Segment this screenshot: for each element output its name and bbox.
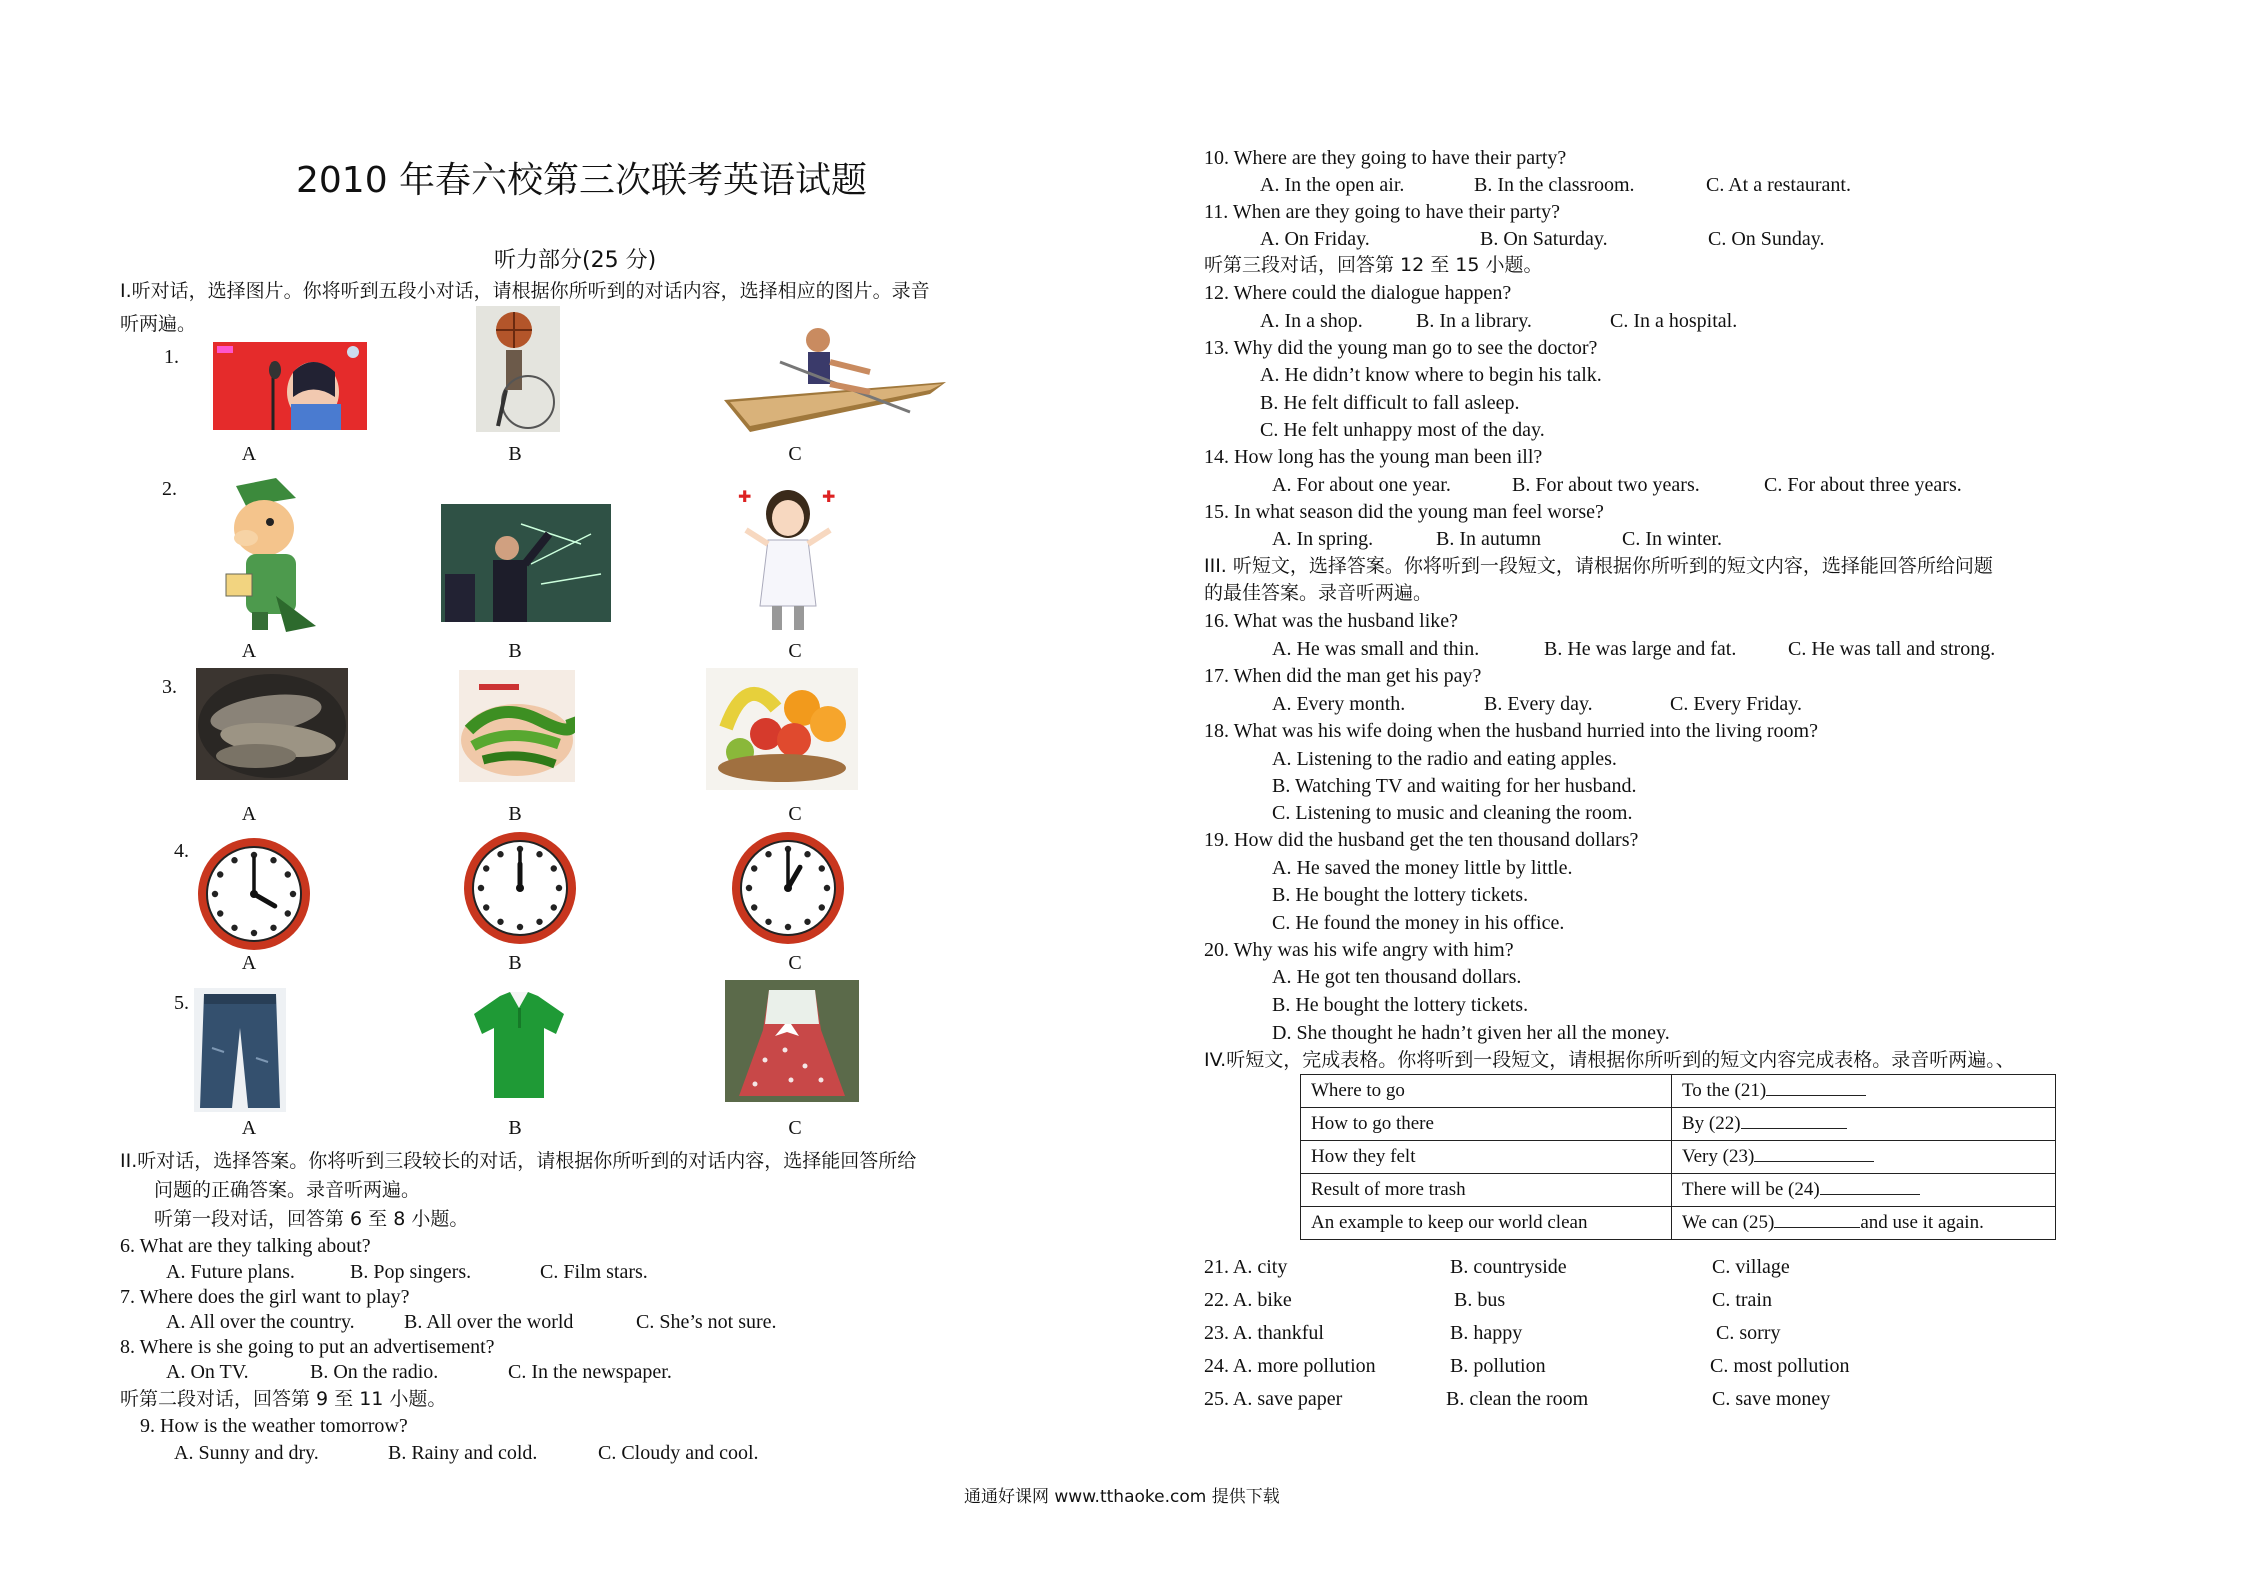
question-13-option-c: C. He felt unhappy most of the day. (1260, 419, 1545, 441)
clock-tick (746, 885, 752, 891)
question-25-option-a: 25. A. save paper (1204, 1388, 1343, 1410)
svg-text:✚: ✚ (738, 489, 752, 506)
option-label: B (508, 640, 522, 662)
question-24-option-b: B. pollution (1450, 1355, 1546, 1377)
footer-text: 通通好课网 www.tthaoke.com 提供下载 (964, 1487, 1280, 1507)
clock-four-oclock (194, 834, 314, 954)
clock-tick (819, 865, 825, 871)
option-label: A (241, 952, 257, 974)
question-16-option-a: A. He was small and thin. (1272, 638, 1480, 660)
option-label: C (788, 1117, 802, 1139)
section-3-instruction: III. 听短文，选择答案。你将听到一段短文，请根据你所听到的短文内容，选择能回答所给问题 (1204, 555, 1993, 577)
question-18-option-b: B. Watching TV and waiting for her husband. (1272, 775, 1637, 797)
clock-tick (285, 871, 291, 877)
dialogue-2-heading: 听第二段对话，回答第 9 至 11 小题。 (120, 1388, 447, 1410)
question-21-option-b: B. countryside (1450, 1256, 1567, 1278)
option-label: A (241, 443, 257, 465)
question-23-option-a: 23. A. thankful (1204, 1322, 1324, 1344)
clock-tick (536, 919, 542, 925)
basketball-picture (476, 306, 560, 432)
question-15-option-c: C. In winter. (1622, 528, 1722, 550)
postman-picture (206, 476, 326, 634)
question-6-option-a: A. Future plans. (166, 1261, 295, 1283)
question-14-option-b: B. For about two years. (1512, 474, 1700, 496)
table-cell: How to go there (1301, 1108, 1672, 1141)
clock-tick (217, 910, 223, 916)
question-11-option-c: C. On Sunday. (1708, 228, 1825, 250)
question-17-option-a: A. Every month. (1272, 693, 1406, 715)
listening-heading: 听力部分(25 分) (494, 248, 657, 273)
clock-tick (251, 930, 257, 936)
question-25-option-c: C. save money (1712, 1388, 1831, 1410)
question-12-option-b: B. In a library. (1416, 310, 1532, 332)
question-16: 16. What was the husband like? (1204, 610, 1459, 632)
question-22-option-a: 22. A. bike (1204, 1289, 1292, 1311)
rowing-picture (720, 322, 950, 442)
question-23-option-c: C. sorry (1716, 1322, 1781, 1344)
question-17-option-c: C. Every Friday. (1670, 693, 1803, 715)
question-13-option-b: B. He felt difficult to fall asleep. (1260, 392, 1520, 414)
question-19-option-c: C. He found the money in his office. (1272, 912, 1565, 934)
question-10-option-a: A. In the open air. (1260, 174, 1405, 196)
clock-tick (751, 904, 757, 910)
question-24-option-a: 24. A. more pollution (1204, 1355, 1376, 1377)
table-row (1301, 1108, 2056, 1141)
question-7-option-a: A. All over the country. (166, 1311, 355, 1333)
table-cell: An example to keep our world clean (1301, 1207, 1672, 1240)
question-6-option-b: B. Pop singers. (350, 1261, 472, 1283)
picture-question-number: 1. (164, 346, 179, 368)
question-10-option-b: B. In the classroom. (1474, 174, 1635, 196)
table-row (1301, 1141, 2056, 1174)
question-14-option-c: C. For about three years. (1764, 474, 1962, 496)
table-cell: To the (21) (1672, 1075, 2056, 1108)
table-row (1301, 1207, 2056, 1240)
question-9: 9. How is the weather tomorrow? (140, 1415, 408, 1437)
section-3-instruction-cont: 的最佳答案。录音听两遍。 (1204, 582, 1433, 604)
clock-tick (785, 924, 791, 930)
question-9-option-b: B. Rainy and cold. (388, 1442, 538, 1464)
clock-tick (212, 891, 218, 897)
question-19-option-a: A. He saved the money little by little. (1272, 857, 1573, 879)
table-cell: Very (23) (1672, 1141, 2056, 1174)
nurse-picture (736, 480, 840, 638)
question-24-option-c: C. most pollution (1710, 1355, 1850, 1377)
clock-tick (551, 865, 557, 871)
question-9-option-c: C. Cloudy and cool. (598, 1442, 759, 1464)
section-2-instruction: II.听对话，选择答案。你将听到三段较长的对话，请根据你所听到的对话内容，选择能回答所给 (120, 1150, 917, 1172)
question-7-option-c: C. She’s not sure. (636, 1311, 777, 1333)
question-14-option-a: A. For about one year. (1272, 474, 1451, 496)
question-17-option-b: B. Every day. (1484, 693, 1593, 715)
question-20: 20. Why was his wife angry with him? (1204, 939, 1514, 961)
teacher-picture (441, 504, 611, 622)
question-7: 7. Where does the girl want to play? (120, 1286, 410, 1308)
question-16-option-c: C. He was tall and strong. (1788, 638, 1996, 660)
question-12: 12. Where could the dialogue happen? (1204, 282, 1512, 304)
question-18-option-a: A. Listening to the radio and eating apples. (1272, 748, 1617, 770)
dialogue-3-heading: 听第三段对话，回答第 12 至 15 小题。 (1204, 254, 1543, 276)
section-1-instruction: I.听对话，选择图片。你将听到五段小对话，请根据你所听到的对话内容，选择相应的图片。录音 (120, 280, 930, 302)
picture-question-number: 4. (174, 840, 189, 862)
option-label: C (788, 803, 802, 825)
question-10-option-c: C. At a restaurant. (1706, 174, 1851, 196)
jeans-picture (194, 988, 286, 1112)
clock-tick (483, 904, 489, 910)
picture-question-number: 3. (162, 676, 177, 698)
dress-picture (725, 980, 859, 1102)
clock-tick (824, 885, 830, 891)
clock-tick (517, 924, 523, 930)
question-18: 18. What was his wife doing when the husband hurried into the living room? (1204, 720, 1818, 742)
dialogue-1-heading: 听第一段对话，回答第 6 至 8 小题。 (154, 1208, 469, 1230)
question-15: 15. In what season did the young man feel worse? (1204, 501, 1604, 523)
clock-tick (819, 904, 825, 910)
option-label: C (788, 952, 802, 974)
question-25-option-b: B. clean the room (1446, 1388, 1589, 1410)
clock-tick (285, 910, 291, 916)
table-cell: How they felt (1301, 1141, 1672, 1174)
option-label: A (241, 803, 257, 825)
question-22-option-c: C. train (1712, 1289, 1772, 1311)
clock-tick (231, 925, 237, 931)
question-10: 10. Where are they going to have their party? (1204, 147, 1567, 169)
vegetables-picture (459, 670, 575, 782)
table-cell: Where to go (1301, 1075, 1672, 1108)
clock-tick (217, 871, 223, 877)
section-4-instruction: IV.听短文，完成表格。你将听到一段短文，请根据你所听到的短文内容完成表格。录音听两遍。、 (1204, 1049, 2015, 1071)
question-12-option-a: A. In a shop. (1260, 310, 1363, 332)
fruit-picture (706, 668, 858, 790)
clock-tick (478, 885, 484, 891)
section-1-instruction-cont: 听两遍。 (120, 313, 197, 335)
singer-picture (213, 342, 367, 430)
table-cell: By (22) (1672, 1108, 2056, 1141)
question-16-option-b: B. He was large and fat. (1544, 638, 1737, 660)
question-8-option-a: A. On TV. (166, 1361, 249, 1383)
clock-tick (804, 851, 810, 857)
polo-shirt-picture (470, 990, 568, 1100)
clock-tick (497, 919, 503, 925)
clock-tick (497, 851, 503, 857)
table-cell: We can (25) and use it again. (1672, 1207, 2056, 1240)
question-12-option-c: C. In a hospital. (1610, 310, 1738, 332)
question-21-option-a: 21. A. city (1204, 1256, 1288, 1278)
fill-in-table (1300, 1074, 2056, 1240)
svg-text:✚: ✚ (822, 489, 836, 506)
question-21-option-c: C. village (1712, 1256, 1790, 1278)
clock-center (516, 884, 524, 892)
page-title: 2010 年春六校第三次联考英语试题 (296, 160, 868, 201)
option-label: A (241, 640, 257, 662)
question-20-option-a: A. He got ten thousand dollars. (1272, 966, 1522, 988)
fish-picture (196, 668, 348, 780)
clock-tick (804, 919, 810, 925)
clock-tick (551, 904, 557, 910)
option-label: B (508, 1117, 522, 1139)
clock-tick (536, 851, 542, 857)
clock-tick (270, 925, 276, 931)
question-20-option-d: D. She thought he hadn’t given her all the money. (1272, 1022, 1670, 1044)
question-14: 14. How long has the young man been ill? (1204, 446, 1543, 468)
clock-twelve-oclock (460, 828, 580, 948)
clock-tick (270, 857, 276, 863)
table-cell: Result of more trash (1301, 1174, 1672, 1207)
question-13-option-a: A. He didn’t know where to begin his talk. (1260, 364, 1602, 386)
clock-tick (290, 891, 296, 897)
clock-tick (556, 885, 562, 891)
question-23-option-b: B. happy (1450, 1322, 1523, 1344)
question-8-option-c: C. In the newspaper. (508, 1361, 672, 1383)
option-label: B (508, 952, 522, 974)
clock-center (784, 884, 792, 892)
option-label: C (788, 443, 802, 465)
table-row (1301, 1174, 2056, 1207)
question-15-option-b: B. In autumn (1436, 528, 1541, 550)
question-22-option-b: B. bus (1454, 1289, 1506, 1311)
question-15-option-a: A. In spring. (1272, 528, 1374, 550)
question-11: 11. When are they going to have their party? (1204, 201, 1560, 223)
option-label: A (241, 1117, 257, 1139)
table-row (1301, 1075, 2056, 1108)
question-9-option-a: A. Sunny and dry. (174, 1442, 319, 1464)
clock-tick (751, 865, 757, 871)
question-8: 8. Where is she going to put an advertisement? (120, 1336, 495, 1358)
question-20-option-b: B. He bought the lottery tickets. (1272, 994, 1529, 1016)
question-19-option-b: B. He bought the lottery tickets. (1272, 884, 1529, 906)
section-2-instruction-cont: 问题的正确答案。录音听两遍。 (154, 1179, 421, 1201)
clock-tick (231, 857, 237, 863)
question-17: 17. When did the man get his pay? (1204, 665, 1482, 687)
option-label: C (788, 640, 802, 662)
question-6: 6. What are they talking about? (120, 1235, 371, 1257)
picture-question-number: 5. (174, 992, 189, 1014)
option-label: B (508, 803, 522, 825)
clock-tick (765, 919, 771, 925)
question-6-option-c: C. Film stars. (540, 1261, 648, 1283)
table-cell: There will be (24) (1672, 1174, 2056, 1207)
question-11-option-a: A. On Friday. (1260, 228, 1370, 250)
clock-one-oclock (728, 828, 848, 948)
question-8-option-b: B. On the radio. (310, 1361, 439, 1383)
question-11-option-b: B. On Saturday. (1480, 228, 1608, 250)
question-13: 13. Why did the young man go to see the doctor? (1204, 337, 1598, 359)
clock-tick (483, 865, 489, 871)
clock-center (250, 890, 258, 898)
question-19: 19. How did the husband get the ten thousand dollars? (1204, 829, 1639, 851)
picture-question-number: 2. (162, 478, 177, 500)
clock-tick (765, 851, 771, 857)
question-18-option-c: C. Listening to music and cleaning the room. (1272, 802, 1633, 824)
question-7-option-b: B. All over the world (404, 1311, 574, 1333)
option-label: B (508, 443, 522, 465)
